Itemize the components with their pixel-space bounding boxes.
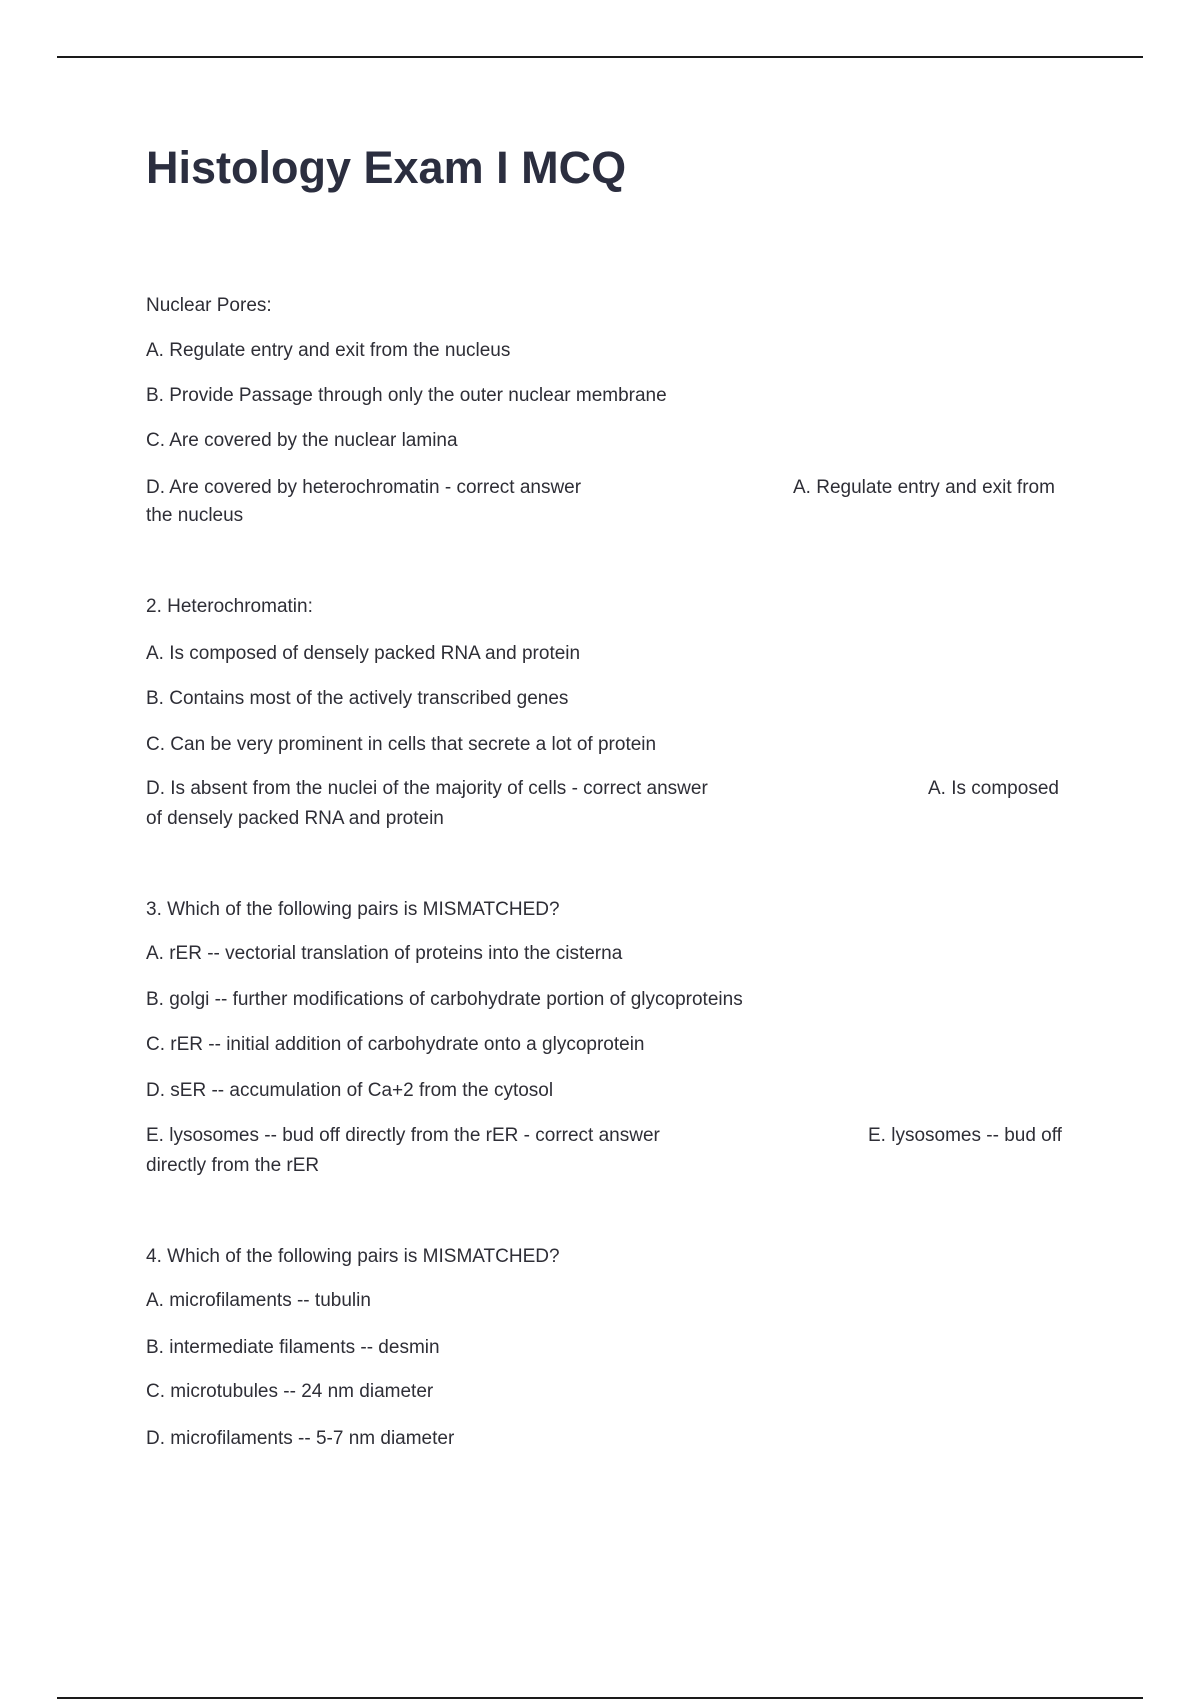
question-3-option-b: B. golgi -- further modifications of carbohydrate portion of glycoproteins — [146, 989, 743, 1010]
question-2-option-c: C. Can be very prominent in cells that secrete a lot of protein — [146, 734, 657, 755]
question-3-answer-cont: directly from the rER — [146, 1155, 320, 1176]
question-3-option-a: A. rER -- vectorial translation of proteins into the cisterna — [146, 943, 623, 964]
question-2-option-b: B. Contains most of the actively transcribed genes — [146, 688, 569, 709]
question-3-option-c: C. rER -- initial addition of carbohydrate onto a glycoprotein — [146, 1034, 645, 1055]
question-2-option-a: A. Is composed of densely packed RNA and protein — [146, 643, 581, 664]
question-3-option-e: E. lysosomes -- bud off directly from the rER - correct answer — [146, 1125, 660, 1146]
question-1-option-b: B. Provide Passage through only the outer nuclear membrane — [146, 385, 667, 406]
question-2-answer-cont: of densely packed RNA and protein — [146, 808, 444, 829]
question-1-answer-cont: the nucleus — [146, 505, 244, 526]
question-1-option-a: A. Regulate entry and exit from the nucleus — [146, 340, 511, 361]
top-rule — [57, 56, 1143, 58]
bottom-rule — [57, 1697, 1143, 1699]
question-4-option-d: D. microfilaments -- 5-7 nm diameter — [146, 1428, 455, 1449]
question-3-option-d: D. sER -- accumulation of Ca+2 from the cytosol — [146, 1080, 554, 1101]
question-1-stem: Nuclear Pores: — [146, 295, 272, 316]
question-2-stem: 2. Heterochromatin: — [146, 596, 313, 617]
question-2-answer: A. Is composed — [928, 778, 1059, 799]
question-1-option-d: D. Are covered by heterochromatin - correct answer — [146, 477, 582, 498]
question-2-option-d: D. Is absent from the nuclei of the majority of cells - correct answer — [146, 778, 708, 799]
page-title: Histology Exam I MCQ — [146, 142, 627, 193]
question-1-option-c: C. Are covered by the nuclear lamina — [146, 430, 458, 451]
question-3-answer: E. lysosomes -- bud off — [868, 1125, 1062, 1146]
question-3-stem: 3. Which of the following pairs is MISMATCHED? — [146, 899, 560, 920]
question-4-option-c: C. microtubules -- 24 nm diameter — [146, 1381, 434, 1402]
question-1-answer: A. Regulate entry and exit from — [793, 477, 1055, 498]
question-4-stem: 4. Which of the following pairs is MISMATCHED? — [146, 1246, 560, 1267]
question-4-option-b: B. intermediate filaments -- desmin — [146, 1337, 440, 1358]
question-4-option-a: A. microfilaments -- tubulin — [146, 1290, 371, 1311]
